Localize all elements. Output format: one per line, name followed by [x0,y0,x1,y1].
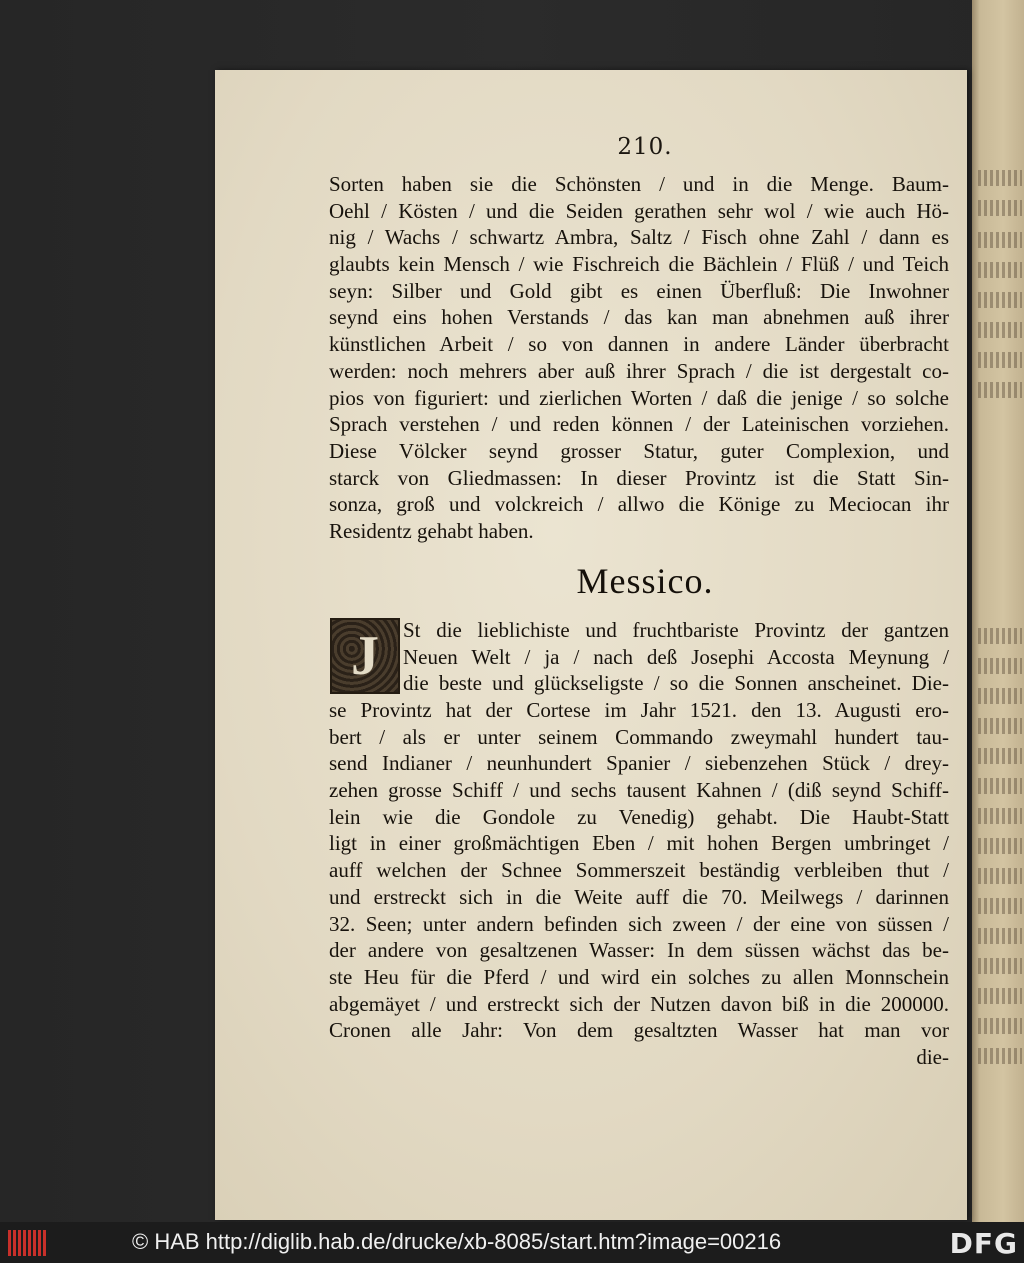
text-line: bert / als er unter seinem Commando zweymahl hundert tau- [329,724,949,749]
page-number: 210. [617,134,673,160]
ornamental-initial: J [330,618,400,694]
catchword: die- [916,1044,949,1069]
text-line: 32. Seen; unter andern befinden sich zween / der eine von süssen / [329,911,949,936]
text-line: glaubts kein Mensch / wie Fischreich die Bächlein / Flüß / und Teich [329,252,949,277]
text-line: Cronen alle Jahr: Von dem gesaltzten Wasser hat man vor [329,1018,949,1043]
paragraph-2-indented [403,617,949,697]
text-line: werden: noch mehrers aber auß ihrer Sprach / die ist dergestalt co- [329,358,949,383]
text-line: Neuen Welt / ja / nach deß Josephi Accosta Meynung / [403,644,949,669]
text-line: Oehl / Kösten / und die Seiden gerathen sehr wol / wie auch Hö- [329,198,949,223]
text-line: ste Heu für die Pferd / und wird ein solches zu allen Monnschein [329,964,949,989]
text-line: Sorten haben sie die Schönsten / und in die Menge. Baum- [329,172,949,196]
text-line: sonza, groß und volckreich / allwo die Könige zu Meciocan ihr [329,492,949,517]
text-line: abgemäyet / und erstreckt sich der Nutzen davon biß in die 200000. [329,991,949,1016]
text-line: künstlichen Arbeit / so von dannen in andere Länder überbracht [329,332,949,357]
text-line: seynd eins hohen Verstands / das kan man abnehmen auß ihrer [329,305,949,330]
text-line: zehen grosse Schiff / und sechs tausent Kahnen / (diß seynd Schiff- [329,778,949,803]
text-line: Residentz gehabt haben. [329,518,534,543]
text-line: pios von figuriert: und zierlichen Worten / daß die jenige / so solche [329,385,949,410]
text-line: seyn: Silber und Gold gibt es einen Überfluß: Die Inwohner [329,278,949,303]
text-line: die beste und glückseligste / so die Sonnen anscheinet. Die- [403,671,949,696]
text-line: St die lieblichiste und fruchtbariste Provintz der gantzen [403,618,949,642]
text-line: se Provintz hat der Cortese im Jahr 1521. den 13. Augusti ero- [329,698,949,722]
text-line: Sprach verstehen / und reden können / der Lateinischen vorziehen. [329,412,949,437]
dfg-logo: DFG [949,1227,1018,1260]
book-page [215,70,967,1220]
text-line: nig / Wachs / schwartz Ambra, Saltz / Fisch ohne Zahl / dann es [329,225,949,250]
text-line: und erstreckt sich in die Weite auff die 70. Meilwegs / darinnen [329,884,949,909]
text-line: ligt in einer großmächtigen Eben / mit hohen Bergen umbringet / [329,831,949,856]
text-line: der andere von gesaltzenen Wasser: In dem süssen wächst das be- [329,938,949,963]
section-heading: Messico. [576,561,714,601]
paragraph-2 [329,697,949,1071]
footer-bar [0,1222,1024,1263]
text-line: lein wie die Gondole zu Venedig) gehabt. Die Haubt-Statt [329,804,949,829]
text-line: auff welchen der Schnee Sommerszeit beständig verbleiben thut / [329,858,949,883]
paragraph-1 [329,171,949,545]
text-line: send Indianer / neunhundert Spanier / siebenzehen Stück / drey- [329,751,949,776]
text-line: starck von Gliedmassen: In dieser Provintz ist die Statt Sin- [329,465,949,490]
adjacent-page-edge [972,0,1024,1222]
copyright-url[interactable]: © HAB http://diglib.hab.de/drucke/xb-8085/start.htm?image=00216 [132,1229,782,1254]
hab-logo-icon [8,1230,48,1256]
text-line: Diese Völcker seynd grosser Statur, guter Complexion, und [329,438,949,463]
